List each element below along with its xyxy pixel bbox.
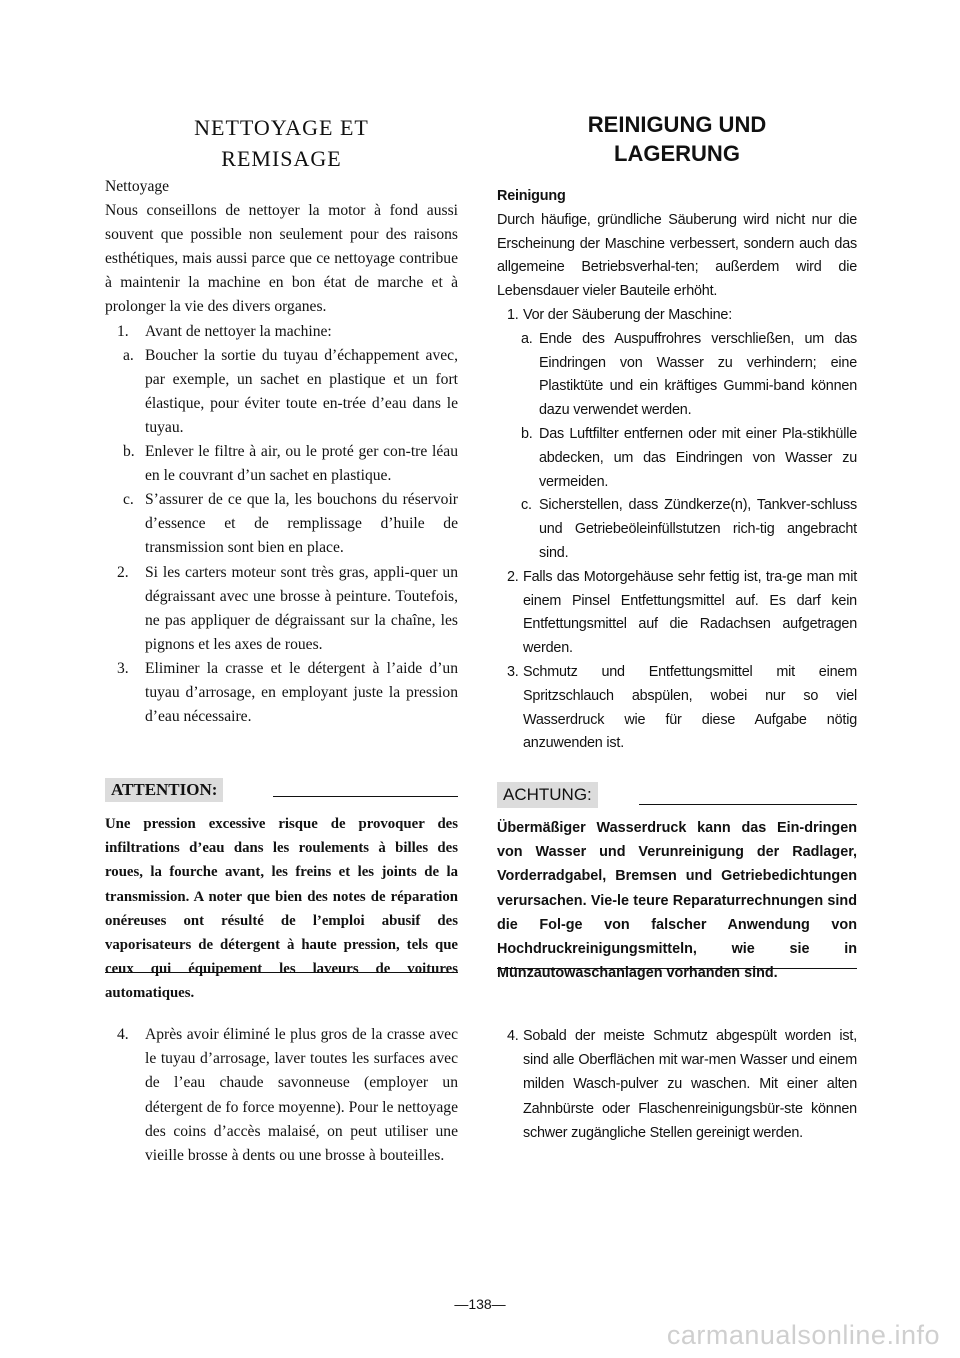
attention-bottom-rule <box>497 968 857 969</box>
german-substep-a <box>497 328 857 423</box>
german-title <box>497 110 857 168</box>
french-step-2 <box>105 561 458 657</box>
french-intro: Nous conseillons de nettoyer la motor à fond aussi souvent que possible non seulement pour des raisons esthétiques, mais aussi parce que ce nettoyage contribue à maintenir la machine en bon état de marche et à prolonger la vie des divers organes. <box>105 202 458 316</box>
german-step-1 <box>497 304 857 328</box>
french-step-1 <box>105 320 458 344</box>
french-title-line1: NETTOYAGE ET <box>194 115 369 140</box>
german-substep-c <box>497 494 857 565</box>
french-section-heading: Nettoyage <box>105 178 170 195</box>
step-number: 1. <box>507 306 519 323</box>
german-attention-box <box>497 782 857 985</box>
german-body <box>497 185 857 756</box>
step-text: Vor der Säuberung der Maschine: <box>523 306 732 323</box>
step-text: Schmutz und Entfettungsmittel mit einem Spritzschlauch abspülen, wobei nur so viel Wasserdruck wie für diese Aufgabe nötig anzuwenden ist. <box>523 663 857 752</box>
french-substep-b <box>105 440 458 488</box>
substep-letter: b. <box>521 425 533 442</box>
french-body-continued <box>105 1023 458 1168</box>
watermark: carmanualsonline.info <box>666 1320 940 1350</box>
substep-text: Das Luftfilter entfernen oder mit einer Pla-stikhülle abdecken, um das Eindringen von Wasser zu vermeiden. <box>539 425 857 490</box>
german-intro: Durch häufige, gründliche Säuberung wird nicht nur die Erscheinung der Maschine verbessert, sondern auch das allgemeine Betriebsverhal-ten; außerdem wird die Lebensdauer vieler Bauteile erhöht. <box>497 211 857 300</box>
french-body <box>105 175 458 729</box>
step-text: Sobald der meiste Schmutz abgespült worden ist, sind alle Oberflächen mit war-men Wasser und einem milden Wasch-pulver zu waschen. Mit einer alten Zahnbürste oder Flaschenreinigungsbür-ste können schwer zugängliche Stellen gereinigt werden. <box>523 1028 857 1141</box>
step-number: 2. <box>117 563 129 581</box>
french-title-line2: REMISAGE <box>221 146 342 171</box>
step-number: 3. <box>507 663 519 680</box>
page-number: —138— <box>454 1296 506 1312</box>
french-substep-c <box>105 488 458 560</box>
step-text: Falls das Motorgehäuse sehr fettig ist, tra-ge man mit einem Pinsel Entfettungsmittel auf. Es darf kein Entfettungsmittel auf die Radachsen aufgetragen werden. <box>523 568 857 657</box>
german-step-2 <box>497 566 857 661</box>
german-attention-text: Übermäßiger Wasserdruck kann das Ein-dringen von Wasser und Verunreinigung der Radlager, Vorderradgabel, Bremsen und Getriebedichtungen verursachen. Vie-le teure Reparaturrechnungen sind die Fol-ge von falscher Anwendung von Hochdruckreinigungsmitteln, wie sie in Münzautowaschanlagen vorhanden sind. <box>497 820 857 982</box>
substep-letter: a. <box>123 346 134 364</box>
french-attention-text: Une pression excessive risque de provoquer des infiltrations d’eau dans les roulements à billes des roues, la fourche avant, les freins et les joints de la transmission. A noter que bien des notes de réparation onéreuses ont résulté de l’emploi abusif des vaporisateurs de détergent à haute pression, tels que ceux qui équipement les laveurs de voitures automatiques. <box>105 816 458 1002</box>
substep-text: Ende des Auspuffrohres verschließen, um das Eindringen von Wasser zu verhindern; eine Plastiktüte und ein kräftiges Gummi-band können dazu verwendet werden. <box>539 330 857 419</box>
step-text: Après avoir éliminé le plus gros de la crasse avec le tuyau d’arrosage, laver toutes les surfaces avec de l’eau chaude savonneuse (employer un détergent de fo force moyenne). Pour le nettoyage des coins d’accès malaisé, on peut utiliser une vieille brosse à dents ou une brosse à bouteilles. <box>145 1026 458 1165</box>
german-attention-label: ACHTUNG: <box>497 782 598 808</box>
substep-text: S’assurer de ce que la, les bouchons du réservoir d’essence et de remplissage d’huile de transmission sont bien en place. <box>145 491 458 557</box>
step-number: 1. <box>117 322 129 340</box>
german-step-4 <box>497 1024 857 1145</box>
substep-letter: b. <box>123 443 135 461</box>
substep-text: Enlever le filtre à air, ou le proté ger con-tre léau en le couvrant d’un sachet en plastique. <box>145 443 458 485</box>
attention-rule <box>639 804 857 805</box>
german-body-continued <box>497 1024 857 1145</box>
german-substep-b <box>497 423 857 494</box>
french-step-3 <box>105 657 458 729</box>
substep-letter: c. <box>521 497 532 514</box>
step-text: Eliminer la crasse et le détergent à l’aide d’un tuyau d’arrosage, en employant juste la pression d’eau nécessaire. <box>145 659 458 726</box>
substep-letter: c. <box>123 491 134 509</box>
attention-bottom-rule <box>105 972 458 973</box>
french-attention-label: ATTENTION: <box>105 778 223 802</box>
german-step-3 <box>497 661 857 756</box>
substep-letter: a. <box>521 330 533 347</box>
substep-text: Sicherstellen, dass Zündkerze(n), Tankver-schluss und Getriebeöleinfüllstutzen rich-tig angebracht sind. <box>539 497 857 561</box>
substep-text: Boucher la sortie du tuyau d’échappement avec, par exemple, un sachet en plastique et un fort élastique, pour éviter toute en-trée d’eau dans le tuyau. <box>145 346 458 436</box>
german-section-heading: Reinigung <box>497 188 566 204</box>
french-step-4 <box>105 1023 458 1168</box>
step-number: 3. <box>117 659 129 677</box>
attention-rule <box>273 796 458 797</box>
step-number: 4. <box>507 1028 519 1044</box>
step-text: Avant de nettoyer la machine: <box>145 322 332 340</box>
french-substep-a <box>105 344 458 440</box>
step-text: Si les carters moteur sont très gras, appli-quer un dégraissant avec une brosse à peinture. Toutefois, ne pas appliquer de dégraissant sur la chaîne, les pignons et les axes de roues. <box>145 563 458 653</box>
german-title-line2: LAGERUNG <box>614 141 740 166</box>
step-number: 2. <box>507 568 519 585</box>
french-title <box>105 112 458 174</box>
german-title-line1: REINIGUNG UND <box>587 112 767 137</box>
step-number: 4. <box>117 1026 129 1043</box>
